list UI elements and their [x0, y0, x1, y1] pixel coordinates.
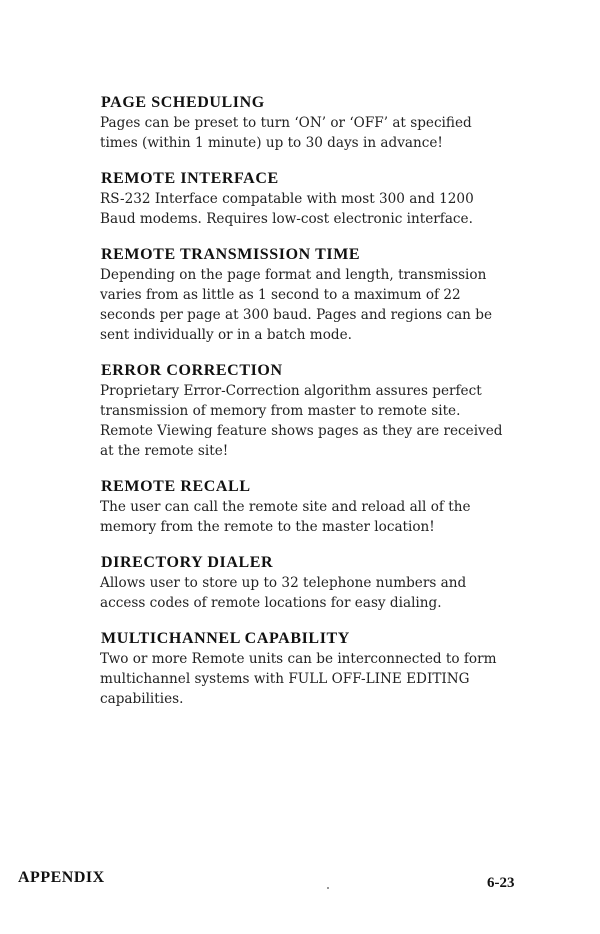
- section-heading: REMOTE TRANSMISSION TIME: [101, 246, 361, 263]
- page-content: [100, 94, 510, 726]
- section-directory-dialer: [100, 554, 510, 613]
- section-heading: PAGE SCHEDULING: [101, 94, 265, 111]
- section-body: Two or more Remote units can be interconnected to form multichannel systems with FULL OFF-LINE EDITING capabilities.: [100, 651, 497, 707]
- section-heading: DIRECTORY DIALER: [101, 554, 274, 571]
- section-body: The user can call the remote site and reload all of the memory from the remote to the master location!: [100, 499, 471, 535]
- footer-appendix-label: APPENDIX: [18, 869, 105, 886]
- section-multichannel-capability: [100, 630, 510, 709]
- section-remote-interface: [100, 170, 510, 229]
- section-heading: REMOTE RECALL: [101, 478, 251, 495]
- section-body: Pages can be preset to turn ‘ON’ or ‘OFF’ at specified times (within 1 minute) up to 30 days in advance!: [100, 115, 472, 151]
- footer-page-number: 6-23: [487, 875, 515, 891]
- section-body: Depending on the page format and length, transmission varies from as little as 1 second to a maximum of 22 seconds per page at 300 baud. Pages and regions can be sent individually or in a batch mode.: [100, 267, 493, 343]
- section-remote-transmission-time: [100, 246, 510, 345]
- section-error-correction: [100, 362, 510, 461]
- section-body: Proprietary Error-Correction algorithm assures perfect transmission of memory from master to remote site. Remote Viewing feature shows pages as they are received at the remote site!: [100, 383, 503, 459]
- print-speck: [327, 887, 329, 889]
- section-heading: ERROR CORRECTION: [101, 362, 283, 379]
- section-heading: MULTICHANNEL CAPABILITY: [101, 630, 350, 647]
- section-body: Allows user to store up to 32 telephone numbers and access codes of remote locations for easy dialing.: [100, 575, 467, 611]
- section-heading: REMOTE INTERFACE: [101, 170, 279, 187]
- section-remote-recall: [100, 478, 510, 537]
- section-page-scheduling: [100, 94, 510, 153]
- section-body: RS-232 Interface compatable with most 300 and 1200 Baud modems. Requires low-cost electronic interface.: [100, 191, 474, 227]
